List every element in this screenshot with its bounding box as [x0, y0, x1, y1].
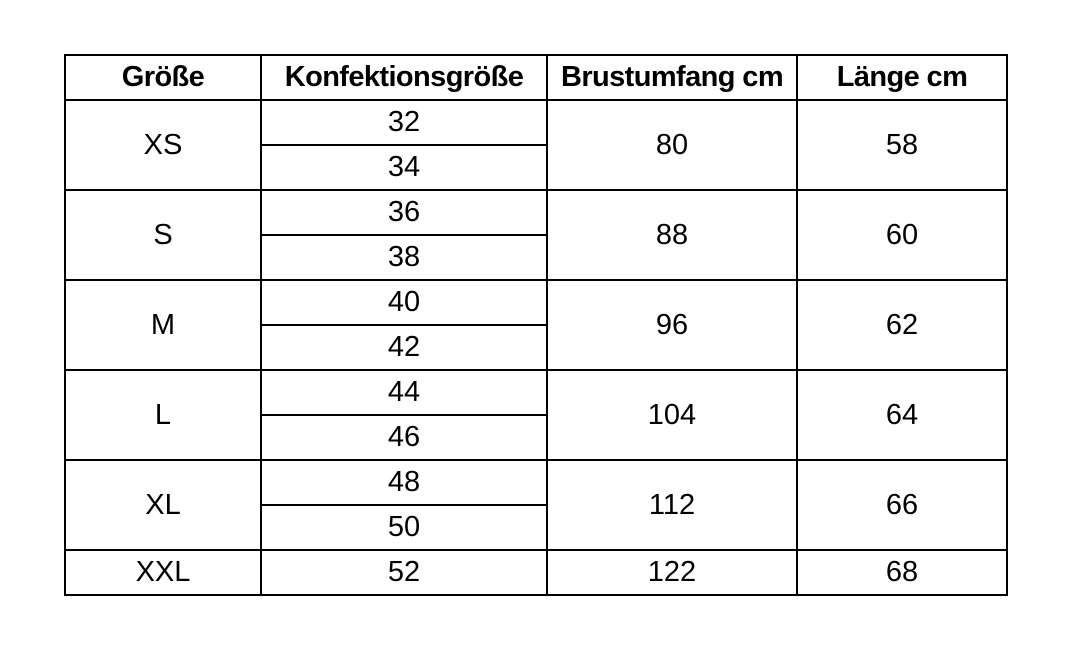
brust-cell: 96 [547, 280, 797, 370]
brust-cell: 104 [547, 370, 797, 460]
table-row [65, 100, 1007, 145]
table-row [65, 460, 1007, 505]
konfektion-cell: 46 [261, 415, 547, 460]
brust-cell: 122 [547, 550, 797, 595]
header-laenge: Länge cm [797, 55, 1007, 100]
table-row [65, 190, 1007, 235]
header-size: Größe [65, 55, 261, 100]
konfektion-cell: 48 [261, 460, 547, 505]
brust-cell: 80 [547, 100, 797, 190]
size-cell: XXL [65, 550, 261, 595]
konfektion-cell: 34 [261, 145, 547, 190]
konfektion-cell: 38 [261, 235, 547, 280]
size-cell: M [65, 280, 261, 370]
konfektion-cell: 36 [261, 190, 547, 235]
header-row [65, 55, 1007, 100]
size-cell: XL [65, 460, 261, 550]
header-konfektion: Konfektionsgröße [261, 55, 547, 100]
header-brust: Brustumfang cm [547, 55, 797, 100]
table-header [65, 55, 1007, 100]
size-cell: XS [65, 100, 261, 190]
laenge-cell: 64 [797, 370, 1007, 460]
size-cell: L [65, 370, 261, 460]
table-row [65, 370, 1007, 415]
laenge-cell: 58 [797, 100, 1007, 190]
konfektion-cell: 40 [261, 280, 547, 325]
laenge-cell: 66 [797, 460, 1007, 550]
brust-cell: 88 [547, 190, 797, 280]
konfektion-cell: 52 [261, 550, 547, 595]
laenge-cell: 60 [797, 190, 1007, 280]
konfektion-cell: 44 [261, 370, 547, 415]
table-body [65, 100, 1007, 595]
brust-cell: 112 [547, 460, 797, 550]
laenge-cell: 68 [797, 550, 1007, 595]
size-cell: S [65, 190, 261, 280]
konfektion-cell: 50 [261, 505, 547, 550]
size-chart-table [64, 54, 1008, 596]
table-row [65, 280, 1007, 325]
konfektion-cell: 42 [261, 325, 547, 370]
laenge-cell: 62 [797, 280, 1007, 370]
konfektion-cell: 32 [261, 100, 547, 145]
table-row [65, 550, 1007, 595]
